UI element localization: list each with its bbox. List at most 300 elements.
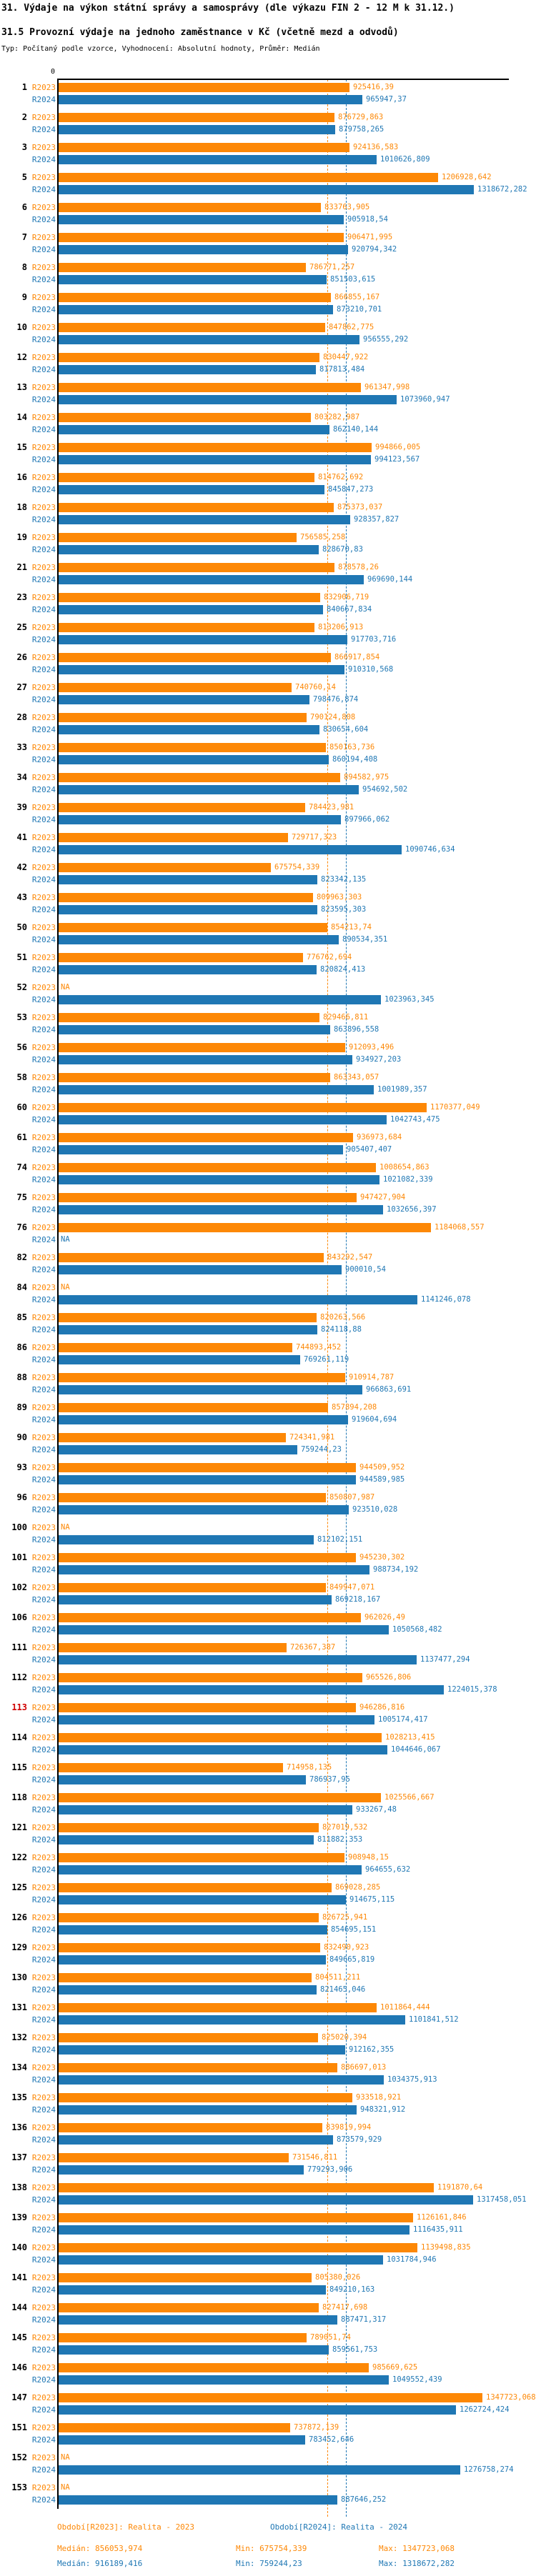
series-label-r2023: R2023 [31,563,56,572]
chart-row [0,2453,536,2483]
bar-r2024 [58,665,344,674]
series-label-r2023: R2023 [31,2243,56,2252]
series-label-r2023: R2023 [31,2153,56,2162]
value-label-r2024: 830654,604 [323,725,369,734]
row-number: 106 [11,1612,27,1622]
value-label-r2024: 824118,88 [321,1325,362,1334]
bar-r2024 [58,545,319,554]
chart-row [0,1043,536,1073]
series-label-r2024: R2024 [31,2225,56,2235]
value-label-r2024: 851503,615 [330,275,376,284]
chart-row [0,2213,536,2243]
series-label-r2023: R2023 [31,683,56,692]
bar-r2023 [58,1583,326,1592]
chart-row [0,533,536,563]
bar-r2024 [58,905,317,914]
value-label-r2024: 1317458,051 [477,2195,527,2204]
series-label-r2024: R2024 [31,1325,56,1334]
series-label-r2023: R2023 [31,1613,56,1622]
bar-r2023 [58,683,292,692]
value-label-r2023: 886697,013 [341,2063,387,2072]
value-label-r2024: 840667,834 [327,605,372,614]
series-label-r2024: R2024 [31,1805,56,1814]
value-label-r2023: 1008654,863 [379,1163,430,1172]
series-label-r2024: R2024 [31,2165,56,2175]
bar-r2023 [58,2423,290,2432]
chart-row [0,1553,536,1583]
row-number: 139 [11,2212,27,2222]
series-label-r2023: R2023 [31,1373,56,1382]
bar-r2023 [58,1013,319,1022]
chart-row [0,773,536,803]
value-label-r2023: 863343,057 [334,1073,379,1082]
bar-r2024 [58,425,329,434]
bar-r2023 [58,1793,381,1802]
value-label-r2023: 1347723,068 [486,2393,536,2402]
series-label-r2023: R2023 [31,1163,56,1172]
series-label-r2024: R2024 [31,1955,56,1965]
bar-r2024 [58,1835,314,1844]
chart-row [0,1163,536,1193]
row-number: 60 [16,1102,27,1112]
value-label-r2023: 826725,941 [322,1913,368,1922]
series-label-r2023: R2023 [31,1493,56,1502]
row-number: 14 [16,412,27,422]
chart-row [0,2483,536,2513]
value-label-r2024: 1101841,512 [409,2015,459,2024]
bar-r2024 [58,1565,369,1574]
bar-r2024 [58,1355,300,1364]
series-label-r2023: R2023 [31,1673,56,1682]
bar-r2023 [58,2123,322,2132]
row-number: 134 [11,2062,27,2072]
series-label-r2023: R2023 [31,1253,56,1262]
chart-row [0,1343,536,1373]
row-number: 50 [16,922,27,932]
row-number: 84 [16,1282,27,1292]
bar-r2023 [58,2393,482,2402]
bar-r2023 [58,173,438,182]
value-label-r2024: 1224015,378 [447,1685,497,1694]
value-label-r2023: NA [61,1283,70,1292]
series-label-r2023: R2023 [31,1793,56,1802]
value-label-r2024: 900010,54 [345,1265,386,1274]
series-label-r2024: R2024 [31,455,56,464]
series-label-r2024: R2024 [31,2435,56,2445]
value-label-r2023: 776762,694 [307,953,352,962]
chart-row [0,1283,536,1313]
series-label-r2024: R2024 [31,395,56,404]
value-label-r2023: 847862,775 [329,323,374,331]
value-label-r2024: 920794,342 [352,245,397,254]
series-label-r2023: R2023 [31,293,56,302]
bar-r2024 [58,2015,405,2025]
value-label-r2023: 805380,026 [315,2273,361,2282]
bar-r2023 [58,1433,286,1442]
bar-r2023 [58,1133,353,1142]
row-number: 113 [11,1702,27,1712]
series-label-r2024: R2024 [31,1865,56,1874]
bar-r2024 [58,2435,305,2445]
series-label-r2023: R2023 [31,1343,56,1352]
chart-row [0,953,536,983]
value-label-r2024: 1001989,357 [377,1085,427,1094]
chart-row [0,1973,536,2003]
series-label-r2024: R2024 [31,1895,56,1904]
value-label-r2024: 1141246,078 [421,1295,471,1304]
chart-row [0,503,536,533]
bar-r2024 [58,1265,342,1274]
chart-row [0,833,536,863]
value-label-r2023: 839819,994 [326,2123,372,2132]
value-label-r2024: 933267,48 [356,1805,397,1814]
bar-r2024 [58,1055,352,1064]
series-label-r2024: R2024 [31,1415,56,1424]
bar-r2024 [58,455,371,464]
series-label-r2023: R2023 [31,2303,56,2312]
value-label-r2024: 887646,252 [341,2495,387,2504]
series-label-r2023: R2023 [31,1013,56,1022]
value-label-r2023: 843292,547 [327,1253,373,1262]
value-label-r2024: 914675,115 [349,1895,395,1904]
value-label-r2023: 962026,49 [364,1613,405,1622]
series-label-r2024: R2024 [31,1565,56,1574]
value-label-r2024: 823595,303 [321,905,367,914]
value-label-r2023: 961347,998 [364,383,410,391]
value-label-r2024: 964655,632 [365,1865,411,1874]
chart-row [0,1583,536,1613]
row-number: 53 [16,1012,27,1022]
row-number: 3 [21,142,27,152]
value-label-r2023: 925416,39 [353,83,394,91]
value-label-r2023: 829466,811 [323,1013,369,1022]
value-label-r2024: 1137477,294 [420,1655,470,1664]
series-label-r2023: R2023 [31,1943,56,1952]
bar-r2024 [58,1655,417,1664]
bar-r2023 [58,1733,382,1742]
series-label-r2023: R2023 [31,173,56,182]
bar-r2023 [58,653,331,662]
value-label-r2023: 1184068,557 [435,1223,485,1232]
bar-r2024 [58,485,324,494]
value-label-r2023: 849947,071 [329,1583,375,1592]
value-label-r2024: 828670,83 [322,545,363,554]
chart-row [0,1823,536,1853]
bar-r2024 [58,635,347,644]
series-label-r2024: R2024 [31,1235,56,1244]
series-label-r2024: R2024 [31,1025,56,1034]
row-number: 88 [16,1372,27,1382]
value-label-r2023: 832906,719 [324,593,369,601]
series-label-r2023: R2023 [31,2483,56,2492]
bar-r2023 [58,1703,356,1712]
bar-r2023 [58,533,297,542]
series-label-r2023: R2023 [31,323,56,332]
chart-row [0,2333,536,2363]
series-label-r2023: R2023 [31,1553,56,1562]
series-label-r2024: R2024 [31,545,56,554]
series-label-r2024: R2024 [31,1115,56,1124]
value-label-r2023: 875373,037 [337,503,383,511]
value-label-r2023: NA [61,2453,70,2462]
bar-r2023 [58,743,326,752]
bar-r2024 [58,1205,383,1214]
series-label-r2024: R2024 [31,215,56,224]
bar-r2024 [58,1505,349,1514]
series-label-r2024: R2024 [31,935,56,944]
chart-row [0,173,536,203]
value-label-r2024: 845847,273 [328,485,374,494]
value-label-r2024: 890534,351 [342,935,388,944]
row-number: 7 [21,232,27,242]
bar-r2023 [58,1193,357,1202]
series-label-r2023: R2023 [31,2423,56,2432]
bar-r2023 [58,1553,356,1562]
series-label-r2023: R2023 [31,803,56,812]
value-label-r2024: 905407,407 [347,1145,392,1154]
chart-row [0,1493,536,1523]
series-label-r2023: R2023 [31,473,56,482]
value-label-r2023: 924136,583 [353,143,399,151]
stat-min-2023: Min: 675754,339 [236,2544,307,2553]
chart-row [0,2003,536,2033]
bar-r2023 [58,1313,317,1322]
row-number: 26 [16,652,27,662]
row-number: 16 [16,472,27,482]
bar-r2023 [58,833,288,842]
bar-r2023 [58,923,327,932]
chart-row [0,2363,536,2393]
series-label-r2023: R2023 [31,1523,56,1532]
series-label-r2023: R2023 [31,863,56,872]
chart-row [0,1523,536,1553]
value-label-r2023: 790124,808 [310,713,356,722]
bar-r2024 [58,1415,348,1424]
chart-row [0,1463,536,1493]
value-label-r2024: 1049552,439 [392,2375,442,2384]
row-number: 34 [16,772,27,782]
series-label-r2023: R2023 [31,1313,56,1322]
bar-r2023 [58,263,306,272]
value-label-r2024: 1023963,345 [384,995,435,1004]
value-label-r2023: 933518,921 [356,2093,402,2102]
value-label-r2024: 905918,54 [347,215,388,224]
series-label-r2023: R2023 [31,2183,56,2192]
row-number: 145 [11,2332,27,2342]
bar-r2023 [58,2183,434,2192]
chart-row [0,2273,536,2303]
value-label-r2024: 1073960,947 [400,395,450,404]
series-label-r2023: R2023 [31,743,56,752]
value-label-r2024: 869218,167 [335,1595,381,1604]
chart-row [0,1703,536,1733]
value-label-r2024: 948321,912 [360,2105,406,2114]
bar-r2024 [58,815,341,824]
chart-row [0,713,536,743]
value-label-r2024: 1010626,809 [380,155,430,164]
value-label-r2023: 803282,987 [314,413,360,421]
value-label-r2023: 714958,135 [287,1763,332,1772]
series-label-r2023: R2023 [31,2273,56,2282]
series-label-r2023: R2023 [31,353,56,362]
value-label-r2024: 823342,135 [321,875,367,884]
series-label-r2023: R2023 [31,1283,56,1292]
value-label-r2023: 946286,816 [359,1703,405,1712]
bar-r2024 [58,2255,383,2265]
bar-r2024 [58,95,362,104]
row-number: 93 [16,1462,27,1472]
bar-r2023 [58,1943,320,1952]
bar-r2023 [58,2063,337,2072]
bar-r2024 [58,1775,306,1784]
bar-r2024 [58,1445,297,1454]
row-number: 18 [16,502,27,512]
x-axis-line [57,79,509,80]
value-label-r2023: 910914,787 [349,1373,394,1382]
bar-r2024 [58,215,344,224]
bar-r2024 [58,995,381,1004]
bar-r2024 [58,1955,326,1965]
series-label-r2024: R2024 [31,1175,56,1184]
series-label-r2024: R2024 [31,1265,56,1274]
row-number: 132 [11,2032,27,2042]
series-label-r2024: R2024 [31,1055,56,1064]
chart-row [0,683,536,713]
stat-max-2023: Max: 1347723,068 [379,2544,455,2553]
row-number: 27 [16,682,27,692]
series-label-r2024: R2024 [31,875,56,884]
bar-r2024 [58,1085,374,1094]
value-label-r2023: 1028213,415 [385,1733,435,1742]
series-label-r2024: R2024 [31,2285,56,2295]
bar-r2024 [58,335,359,344]
bar-r2024 [58,2405,456,2415]
row-number: 101 [11,1552,27,1562]
value-label-r2024: 849665,819 [329,1955,375,1964]
row-number: 96 [16,1492,27,1502]
value-label-r2023: 1170377,049 [430,1103,480,1112]
value-label-r2023: 827417,698 [322,2303,368,2312]
series-label-r2023: R2023 [31,1733,56,1742]
bar-r2023 [58,2213,413,2222]
chart-row [0,1253,536,1283]
row-number: 82 [16,1252,27,1262]
chart-row [0,1913,536,1943]
series-label-r2023: R2023 [31,1133,56,1142]
series-label-r2024: R2024 [31,2195,56,2205]
bar-r2023 [58,293,331,302]
value-label-r2024: 994123,567 [374,455,420,464]
value-label-r2023: 813206,913 [318,623,364,631]
bar-r2024 [58,1925,327,1935]
y-axis-line [57,79,59,2509]
row-number: 122 [11,1852,27,1862]
chart-row [0,863,536,893]
series-label-r2023: R2023 [31,653,56,662]
series-label-r2023: R2023 [31,383,56,392]
bar-r2023 [58,2273,312,2282]
bar-r2024 [58,1685,444,1694]
bar-r2023 [58,773,340,782]
bar-r2024 [58,755,329,764]
value-label-r2024: 769261,119 [304,1355,349,1364]
series-label-r2024: R2024 [31,365,56,374]
bar-r2023 [58,1163,376,1172]
value-label-r2023: 1191870,64 [437,2183,483,2192]
value-label-r2023: 945230,302 [359,1553,405,1562]
bar-r2024 [58,1625,389,1634]
bar-r2023 [58,2333,307,2342]
value-label-r2024: 897966,062 [344,815,390,824]
bar-r2024 [58,2135,333,2145]
series-label-r2023: R2023 [31,1823,56,1832]
bar-r2024 [58,935,339,944]
series-label-r2023: R2023 [31,1883,56,1892]
value-label-r2023: 906471,995 [347,233,393,241]
row-number: 10 [16,322,27,332]
bar-r2023 [58,143,349,152]
bar-r2024 [58,245,348,254]
series-label-r2023: R2023 [31,263,56,272]
chart-row [0,2243,536,2273]
series-label-r2024: R2024 [31,1385,56,1394]
value-label-r2024: 859561,753 [332,2345,378,2354]
bar-r2023 [58,2243,417,2252]
bar-r2023 [58,1883,332,1892]
row-number: 141 [11,2272,27,2282]
bar-r2023 [58,893,313,902]
chart-plot [0,83,536,2513]
bar-r2023 [58,1913,319,1922]
chart-row [0,2183,536,2213]
series-label-r2024: R2024 [31,575,56,584]
series-label-r2024: R2024 [31,1595,56,1604]
series-label-r2023: R2023 [31,953,56,962]
value-label-r2024: 873210,701 [337,305,382,314]
bar-r2024 [58,785,359,794]
value-label-r2024: 820824,413 [320,965,366,974]
bar-r2023 [58,1643,287,1652]
row-number: 21 [16,562,27,572]
chart-row [0,1133,536,1163]
value-label-r2024: 956555,292 [363,335,409,344]
row-number: 76 [16,1222,27,1232]
bar-r2024 [58,1535,314,1544]
stat-min-2024: Min: 759244,23 [236,2559,302,2568]
value-label-r2024: 919604,694 [352,1415,397,1424]
bar-r2024 [58,305,333,314]
bar-r2023 [58,1103,427,1112]
value-label-r2024: 798476,874 [313,695,359,704]
value-label-r2023: 850807,987 [329,1493,375,1502]
bar-r2023 [58,1463,356,1472]
bar-r2024 [58,125,335,134]
value-label-r2023: 820263,566 [320,1313,366,1322]
value-label-r2024: 966863,691 [366,1385,412,1394]
row-number: 5 [21,172,27,182]
value-label-r2024: 944589,985 [359,1475,405,1484]
value-label-r2023: 740760,14 [295,683,336,692]
value-label-r2024: 910310,568 [348,665,394,674]
bar-r2023 [58,1763,283,1772]
bar-r2024 [58,1745,387,1754]
chart-row [0,1853,536,1883]
bar-r2024 [58,725,319,734]
bar-r2024 [58,365,316,374]
series-label-r2024: R2024 [31,305,56,314]
value-label-r2023: 731546,811 [292,2153,338,2162]
value-label-r2024: 854695,151 [331,1925,377,1934]
